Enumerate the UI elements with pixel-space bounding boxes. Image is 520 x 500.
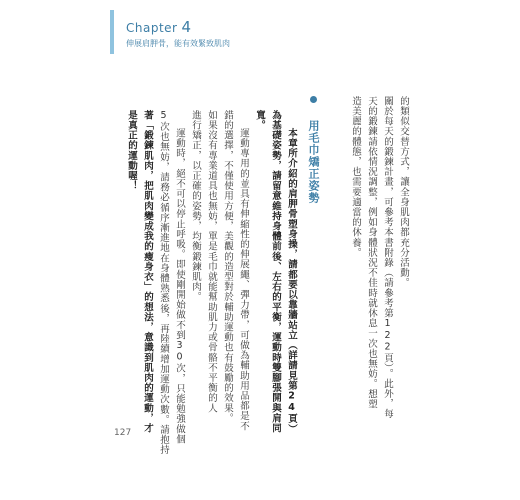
chapter-accent-bar — [110, 10, 114, 54]
bold-column-4: 著「鍛鍊肌肉，把肌肉變成我的瘦身衣」的想法，意識到肌肉的運動，才 — [142, 110, 153, 434]
section-heading — [305, 96, 321, 204]
bold-column-2: 為基礎姿勢，請留意維持身體前後、左右的平衡，運動時雙腳張開與肩同 — [270, 110, 281, 434]
body-column-6: 錯的選擇，不僅使用方便，美觀的造型對於輔助運動也有鼓勵的效果。 — [222, 110, 233, 424]
body-column-3: 天的鍛鍊請依情況調整，例如身體狀況不佳時就休息一次也無妨。想塑 — [366, 96, 377, 410]
chapter-label-text: Chapter — [126, 21, 178, 35]
body-column-5: 運動專用的並具有伸縮性的伸展繩、彈力帶，可做為輔助用品都是不 — [238, 128, 249, 431]
section-heading-text: 用毛巾矯正姿勢 — [307, 120, 320, 204]
bold-column-3: 寬。 — [254, 110, 265, 131]
body-column-7: 如果沒有專業道具也無妨，單是毛巾就能幫助肌力或骨骼不平衡的人 — [206, 110, 217, 413]
chapter-label — [126, 18, 192, 36]
body-column-1: 的類似交替方式，讓全身肌肉都充分活動。 — [398, 96, 409, 288]
bold-column-5: 是真正的運動喔！ — [126, 110, 137, 191]
body-column-9: 運動時，絕不可以停止呼吸。即使剛開始做不到30次，只能勉強做個 — [174, 128, 185, 445]
body-column-4: 造美麗的體態，也需要適當的休養。 — [350, 96, 361, 258]
chapter-number: 4 — [181, 18, 192, 36]
body-column-2: 關於每天的鍛鍊計畫，可參考本書附錄（請參考第122頁）。此外，每 — [382, 96, 393, 419]
body-column-8: 進行矯正，以正確的姿勢，均衡鍛鍊肌肉。 — [190, 110, 201, 302]
body-column-10: 5次也無妨，請務必循序漸進地在身體熟悉後，再陸續增加運動次數。請抱持 — [158, 110, 169, 455]
page-number: 127 — [114, 428, 132, 438]
bold-column-1: 本章所介紹的肩胛骨塑身操，請都要以靠牆站立（詳請見第24頁） — [286, 128, 297, 434]
heading-bullet-icon — [310, 96, 317, 103]
chapter-subtitle: 伸展肩胛骨，能有效緊致肌肉 — [126, 39, 230, 48]
